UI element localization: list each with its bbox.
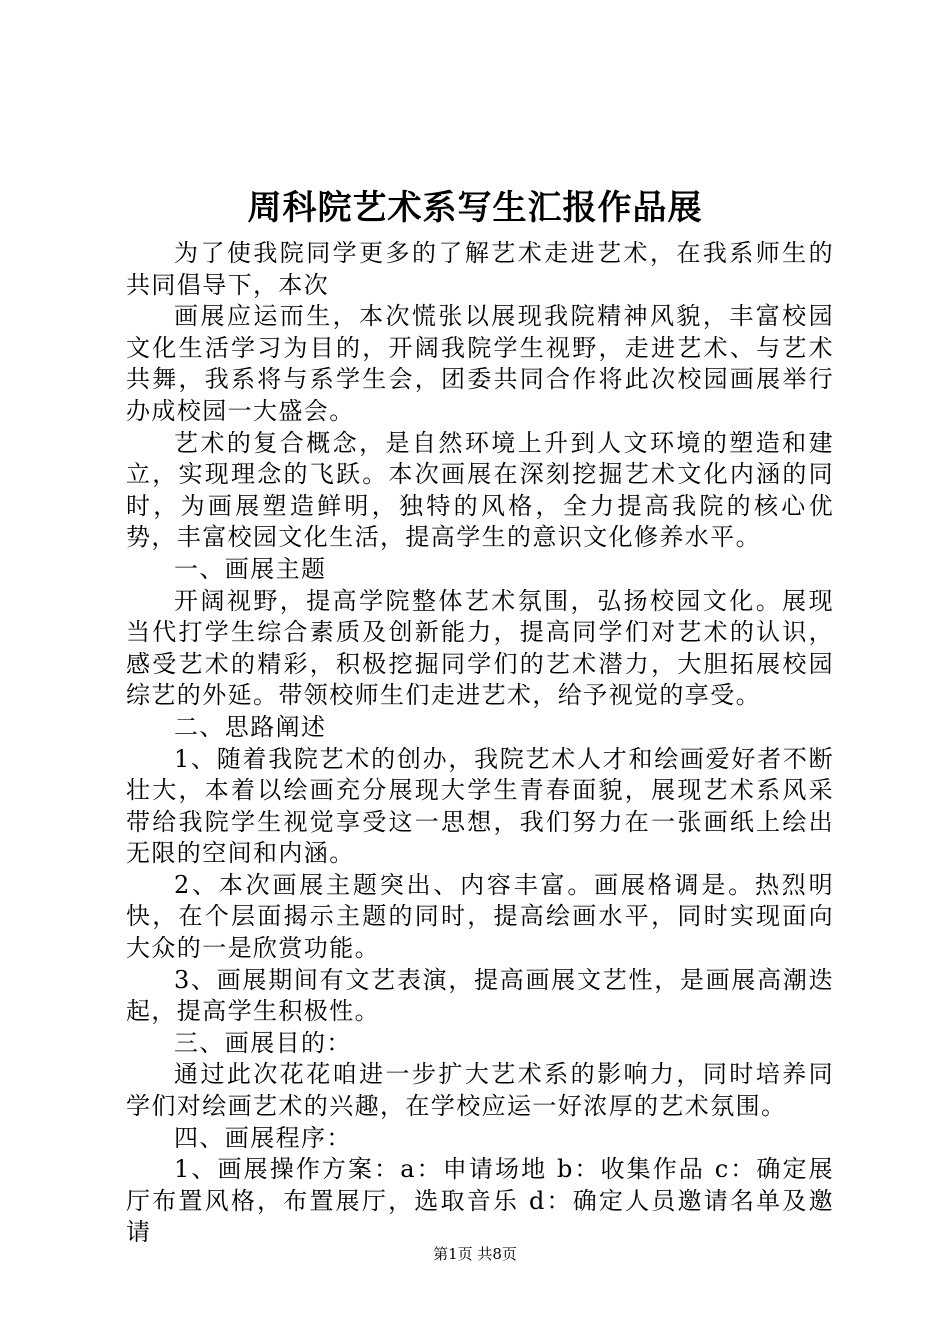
page-number-footer: 第1页 共8页 <box>433 1245 517 1263</box>
document-title: 周科院艺术系写生汇报作品展 <box>247 188 703 228</box>
section-heading: 三、画展目的： <box>174 1028 352 1057</box>
section-heading: 四、画展程序： <box>174 1123 352 1152</box>
paragraph: 3、画展期间有文艺表演，提高画展文艺性，是画展高潮迭起，提高学生积极性。 <box>126 965 834 1026</box>
paragraph: 开阔视野，提高学院整体艺术氛围，弘扬校园文化。展现当代打学生综合素质及创新能力，提高同学们对艺术的认识，感受艺术的精彩，积极挖掘同学们的艺术潜力，大胆拓展校园综艺的外延。带领校师生们走进艺术，给予视觉的享受。 <box>126 586 834 710</box>
paragraph: 通过此次花花咱进一步扩大艺术系的影响力，同时培养同学们对绘画艺术的兴趣，在学校应运一好浓厚的艺术氛围。 <box>126 1060 834 1121</box>
paragraph: 1、随着我院艺术的创办，我院艺术人才和绘画爱好者不断壮大，本着以绘画充分展现大学生青春面貌，展现艺术系风采带给我院学生视觉享受这一思想，我们努力在一张画纸上绘出无限的空间和内涵。 <box>126 744 834 868</box>
document-body <box>126 238 834 1249</box>
paragraph: 为了使我院同学更多的了解艺术走进艺术，在我系师生的共同倡导下，本次 <box>126 239 834 299</box>
paragraph: 2、本次画展主题突出、内容丰富。画展格调是。热烈明快，在个层面揭示主题的同时，提高绘画水平，同时实现面向大众的一是欣赏功能。 <box>126 870 834 963</box>
section-heading: 二、思路阐述 <box>174 712 327 741</box>
paragraph: 艺术的复合概念，是自然环境上升到人文环境的塑造和建立，实现理念的飞跃。本次画展在深刻挖掘艺术文化内涵的同时，为画展塑造鲜明，独特的风格，全力提高我院的核心优势，丰富校园文化生活，提高学生的意识文化修养水平。 <box>126 428 834 552</box>
paragraph: 1、画展操作方案：a：申请场地 b：收集作品 c：确定展厅布置风格，布置展厅，选取音乐 d：确定人员邀请名单及邀请 <box>126 1155 834 1247</box>
section-heading: 一、画展主题 <box>174 554 327 583</box>
paragraph: 画展应运而生，本次慌张以展现我院精神风貌，丰富校园文化生活学习为目的，开阔我院学生视野，走进艺术、与艺术共舞，我系将与系学生会，团委共同合作将此次校园画展举行办成校园一大盛会。 <box>126 302 834 425</box>
